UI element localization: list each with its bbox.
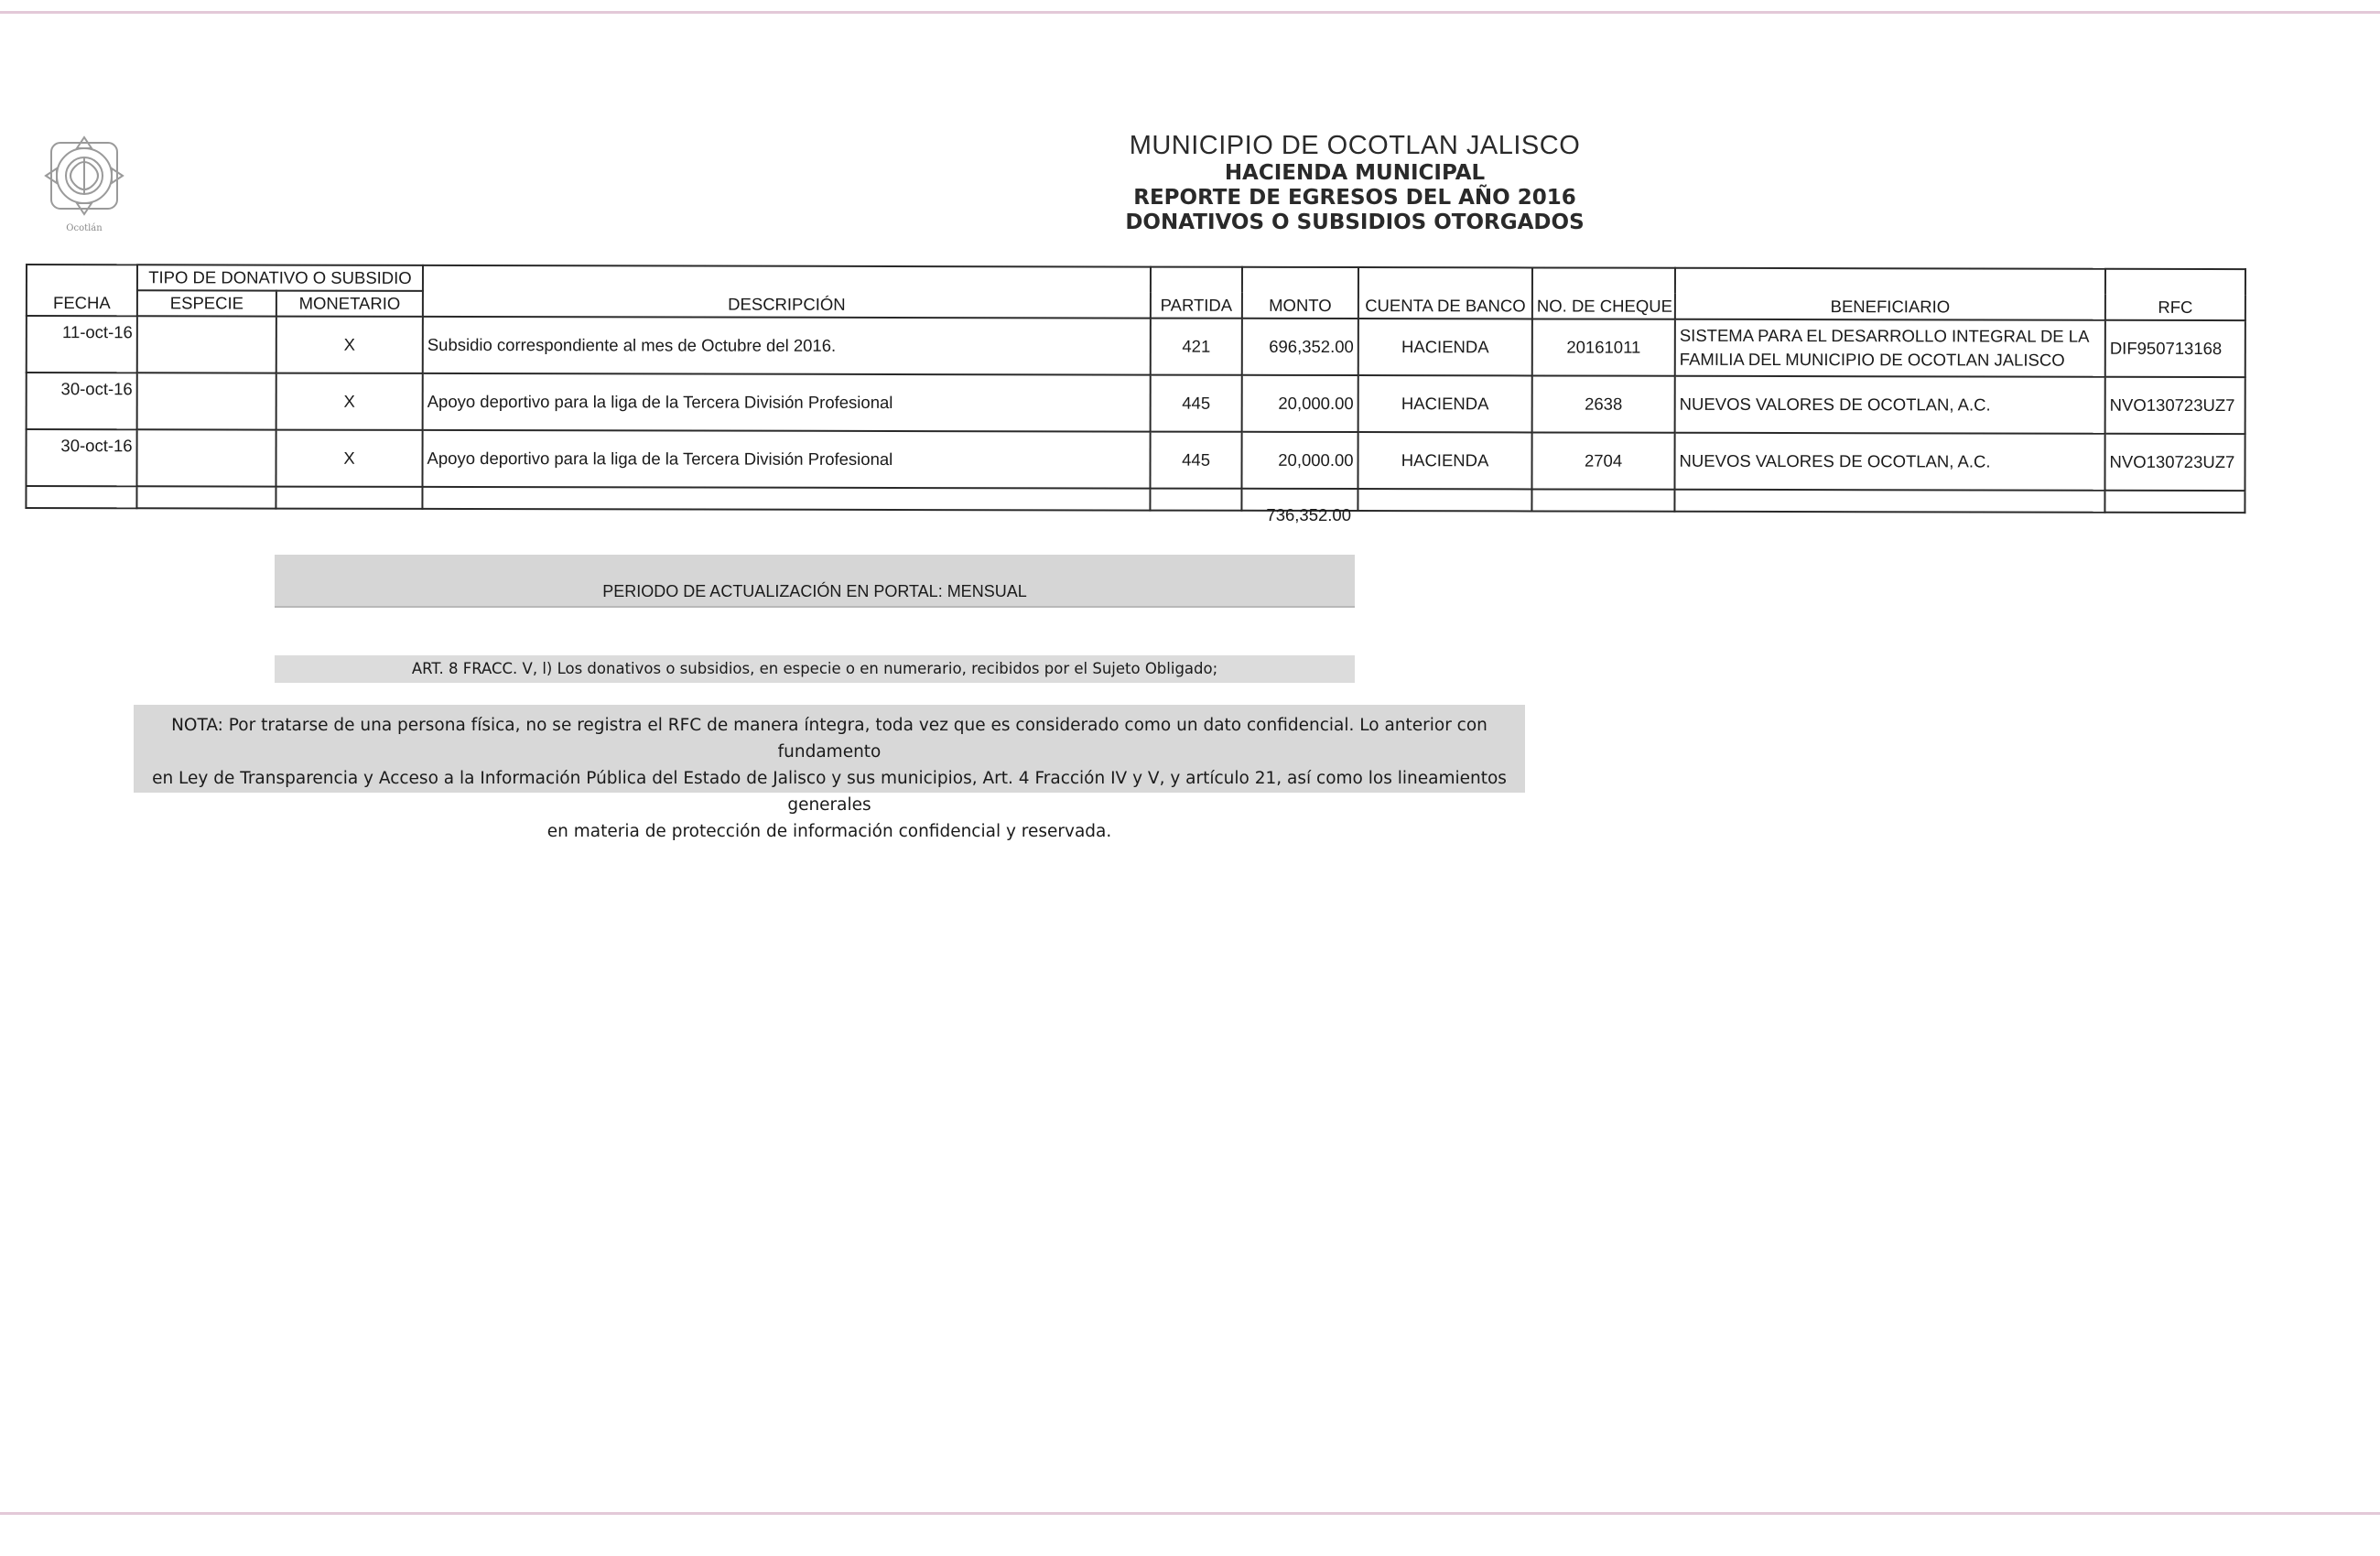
report-header xyxy=(824,130,1886,235)
table-row xyxy=(26,429,2245,491)
dependencia-title: HACIENDA MUNICIPAL xyxy=(1224,161,1486,185)
cell-monetario: X xyxy=(276,430,422,487)
cell-rfc: NVO130723UZ7 xyxy=(2105,434,2245,491)
reporte-title: REPORTE DE EGRESOS DEL AÑO 2016 xyxy=(1133,186,1576,210)
cell-fecha: 30-oct-16 xyxy=(26,429,136,486)
cell-beneficiario: NUEVOS VALORES DE OCOTLAN, A.C. xyxy=(1675,433,2105,491)
logo-caption: Ocotlán xyxy=(66,223,103,233)
header-tipo: TIPO DE DONATIVO O SUBSIDIO xyxy=(137,265,423,291)
header-partida: PARTIDA xyxy=(1151,267,1242,319)
nota-line: en Ley de Transparencia y Acceso a la Información Pública del Estado de Jalisco y sus municipios, Art. 4 Fracción IV y V, y artículo 21, así como los lineamientos generales xyxy=(152,769,1507,815)
cell-especie xyxy=(137,316,276,373)
cell-rfc: DIF950713168 xyxy=(2105,320,2245,377)
cell-cheque: 2638 xyxy=(1532,375,1675,432)
header-monto: MONTO xyxy=(1242,267,1358,319)
header-fecha: FECHA xyxy=(27,265,137,316)
scan-edge-bottom xyxy=(0,1512,2380,1515)
cell-partida: 445 xyxy=(1151,432,1242,489)
scan-edge-top xyxy=(0,11,2380,14)
cell-partida: 445 xyxy=(1151,375,1242,432)
cell-fecha: 30-oct-16 xyxy=(27,373,137,429)
cell-descripcion: Apoyo deportivo para la liga de la Tercera División Profesional xyxy=(423,430,1151,489)
total-monto: 736,352.00 xyxy=(1266,505,1351,524)
header-cheque: NO. DE CHEQUE xyxy=(1532,267,1675,319)
municipal-seal-icon xyxy=(38,130,130,222)
cell-monto: 20,000.00 xyxy=(1242,432,1358,489)
cell-cuenta: HACIENDA xyxy=(1358,319,1532,375)
nota-line: en materia de protección de información confidencial y reservada. xyxy=(546,822,1112,841)
header-monetario: MONETARIO xyxy=(276,291,423,317)
header-descripcion: DESCRIPCIÓN xyxy=(423,265,1151,319)
cell-partida: 421 xyxy=(1151,319,1242,375)
cell-fecha: 11-oct-16 xyxy=(27,316,137,373)
cell-cuenta: HACIENDA xyxy=(1358,375,1532,432)
table-row xyxy=(27,316,2245,377)
nota-box xyxy=(134,705,1525,841)
cell-beneficiario: NUEVOS VALORES DE OCOTLAN, A.C. xyxy=(1675,376,2105,434)
periodo-text: PERIODO DE ACTUALIZACIÓN EN PORTAL: MENSUAL xyxy=(602,582,1027,600)
cell-monetario: X xyxy=(276,317,423,373)
cell-cuenta: HACIENDA xyxy=(1358,432,1532,489)
cell-rfc: NVO130723UZ7 xyxy=(2105,377,2245,434)
municipio-title: MUNICIPIO DE OCOTLAN JALISCO xyxy=(1129,131,1581,160)
cell-monto: 20,000.00 xyxy=(1242,375,1358,432)
cell-descripcion: Subsidio correspondiente al mes de Octubre del 2016. xyxy=(423,317,1151,375)
cell-especie xyxy=(137,373,276,429)
nota-line: NOTA: Por tratarse de una persona física, no se registra el RFC de manera íntegra, toda vez que es considerado como un dato confidencial. Lo anterior con fundamento xyxy=(171,716,1488,762)
cell-monetario: X xyxy=(276,373,423,430)
beneficiario-line: FAMILIA DEL MUNICIPIO DE OCOTLAN JALISCO xyxy=(1679,349,2065,370)
cell-especie xyxy=(136,429,276,486)
header-rfc: RFC xyxy=(2105,269,2245,320)
header-cuenta: CUENTA DE BANCO xyxy=(1358,267,1532,319)
municipal-logo xyxy=(38,130,130,238)
cell-cheque: 20161011 xyxy=(1532,319,1675,375)
header-especie: ESPECIE xyxy=(137,290,276,316)
beneficiario-line: SISTEMA PARA EL DESARROLLO INTEGRAL DE LA xyxy=(1679,325,2090,346)
table-row-empty xyxy=(26,486,2245,513)
cell-monto: 696,352.00 xyxy=(1242,319,1358,375)
header-beneficiario: BENEFICIARIO xyxy=(1675,268,2105,320)
table-row xyxy=(27,373,2245,434)
cell-descripcion: Apoyo deportivo para la liga de la Tercera División Profesional xyxy=(423,373,1151,432)
cell-cheque: 2704 xyxy=(1532,432,1675,489)
periodo-banner xyxy=(275,555,1355,608)
articulo-banner: ART. 8 FRACC. V, l) Los donativos o subsidios, en especie o en numerario, recibidos por el Sujeto Obligado; xyxy=(275,655,1355,683)
donativos-table xyxy=(25,264,2246,513)
seccion-title: DONATIVOS O SUBSIDIOS OTORGADOS xyxy=(1125,211,1585,234)
cell-beneficiario xyxy=(1675,319,2105,377)
